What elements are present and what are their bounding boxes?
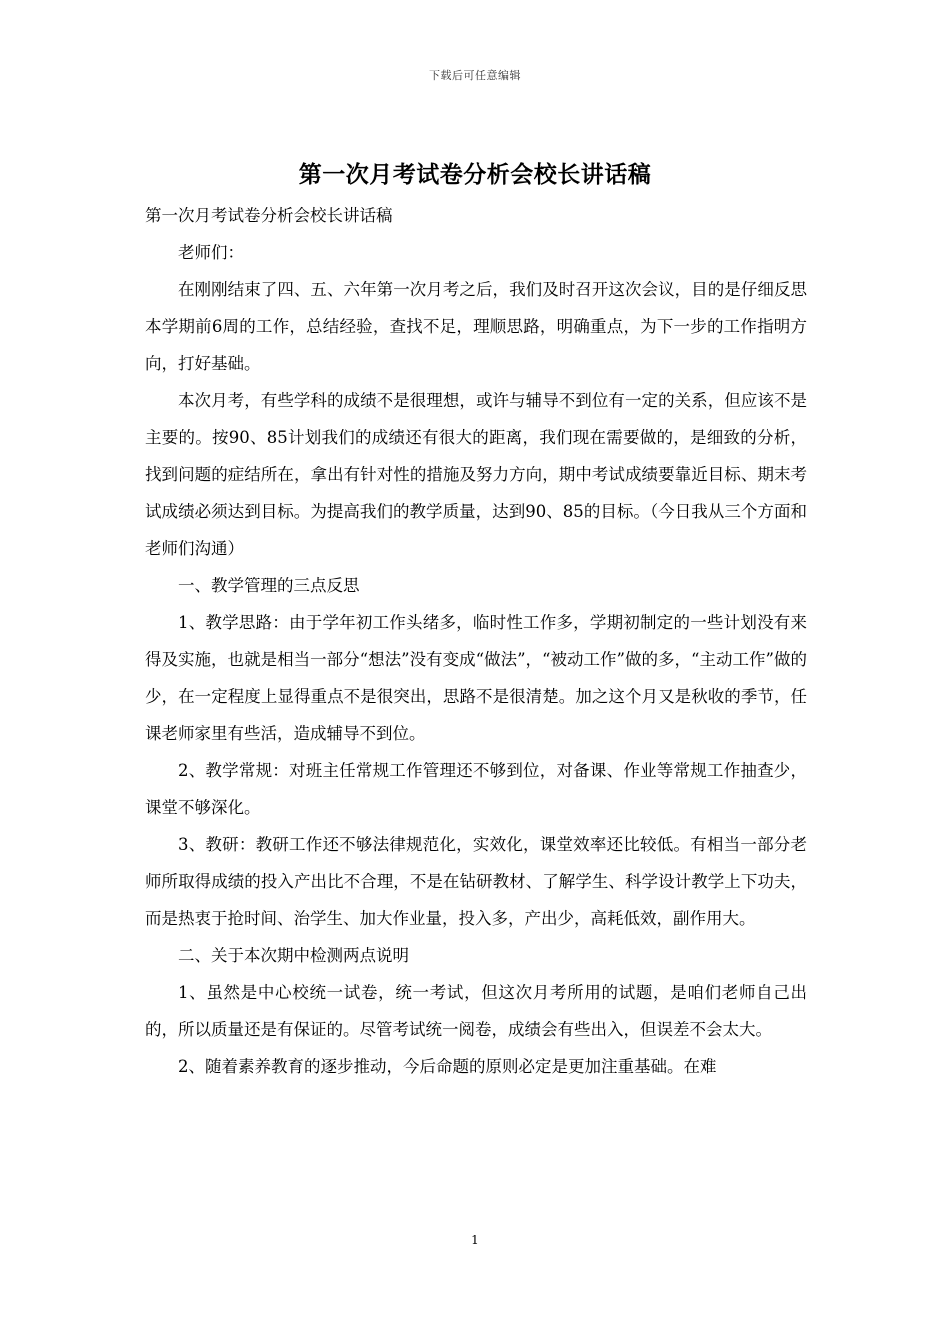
paragraph: 在刚刚结束了四、五、六年第一次月考之后，我们及时召开这次会议，目的是仔细反思本学期前6周的工作，总结经验，查找不足，理顺思路，明确重点，为下一步的工作指明方向，打好基础。	[145, 280, 807, 373]
paragraph: 2、随着素养教育的逐步推动，今后命题的原则必定是更加注重基础。在难	[178, 1057, 717, 1076]
page-number: 1	[471, 1233, 479, 1247]
paragraph: 1、教学思路：由于学年初工作头绪多，临时性工作多，学期初制定的一些计划没有来得及实施，也就是相当一部分“想法”没有变成“做法”，“被动工作”做的多，“主动工作”做的少，在一定程度上显得重点不是很突出，思路不是很清楚。加之这个月又是秋收的季节，任课老师家里有些活，造成辅导不到位。	[145, 613, 807, 743]
document-body	[145, 197, 807, 1085]
paragraph: 本次月考，有些学科的成绩不是很理想，或许与辅导不到位有一定的关系，但应该不是主要的。按90、85计划我们的成绩还有很大的距离，我们现在需要做的，是细致的分析，找到问题的症结所在，拿出有针对性的措施及努力方向，期中考试成绩要靠近目标、期末考试成绩必须达到目标。为提高我们的教学质量，达到90、85的目标。（今日我从三个方面和老师们沟通）	[145, 391, 807, 558]
header-note: 下载后可任意编辑	[429, 69, 521, 82]
paragraph: 1、虽然是中心校统一试卷，统一考试，但这次月考所用的试题，是咱们老师自己出的，所以质量还是有保证的。尽管考试统一阅卷，成绩会有些出入，但误差不会太大。	[145, 983, 807, 1039]
document-title: 第一次月考试卷分析会校长讲话稿	[298, 162, 652, 188]
paragraph: 2、教学常规：对班主任常规工作管理还不够到位，对备课、作业等常规工作抽查少，课堂不够深化。	[145, 761, 807, 817]
paragraph: 3、教研：教研工作还不够法律规范化，实效化，课堂效率还比较低。有相当一部分老师所取得成绩的投入产出比不合理，不是在钻研教材、了解学生、科学设计教学上下功夫，而是热衷于抢时间、治学生、加大作业量，投入多，产出少，高耗低效，副作用大。	[145, 835, 807, 928]
section-heading: 一、教学管理的三点反思	[178, 576, 360, 595]
paragraph-salutation: 老师们：	[178, 243, 244, 262]
section-heading: 二、关于本次期中检测两点说明	[178, 946, 409, 965]
paragraph-subtitle: 第一次月考试卷分析会校长讲话稿	[145, 206, 393, 225]
